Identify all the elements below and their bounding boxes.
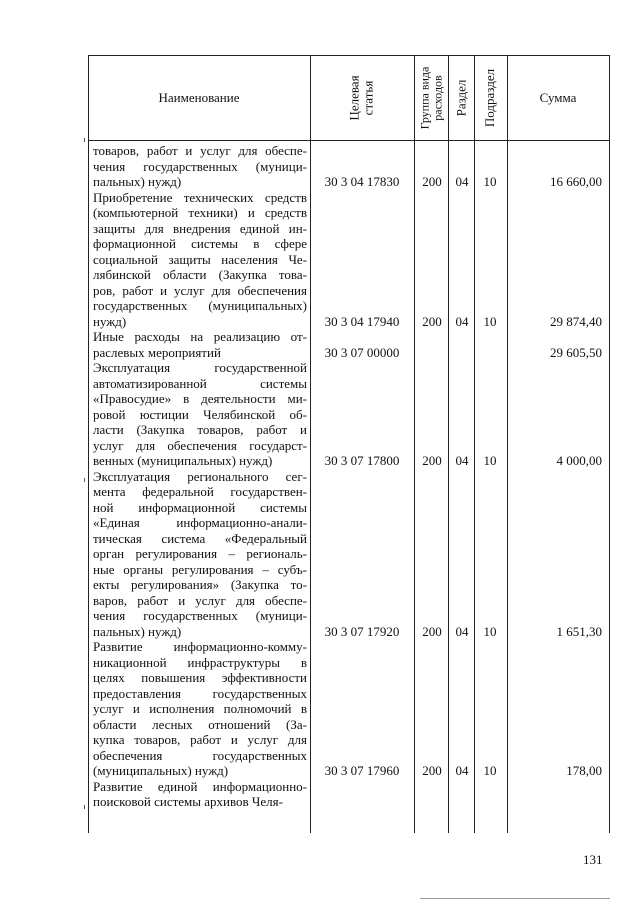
row-section: 04	[455, 763, 469, 778]
row-name-line: товаров, работ и услуг для обеспе-	[93, 143, 307, 158]
header-target-line1: Целевая	[346, 74, 362, 121]
row-name-line: орган регулирования – региональ-	[93, 546, 307, 561]
row-section: 04	[455, 623, 469, 639]
table-row	[88, 143, 610, 190]
row-name-line: никационной инфраструктуры в	[93, 654, 307, 670]
row-name	[93, 639, 307, 779]
row-name-line: (муниципальных) нужд)	[93, 763, 229, 778]
row-expense-group: 200	[422, 453, 442, 468]
row-name-line: чения государственных (муници-	[93, 608, 307, 623]
row-name-line: чения государственных (муници-	[93, 158, 307, 174]
row-section: 04	[455, 174, 469, 189]
table-row	[88, 639, 610, 779]
row-target-code: 30 3 04 17940	[324, 313, 400, 329]
header-section	[448, 55, 474, 140]
row-sum: 1 651,30	[556, 623, 602, 639]
row-subsection: 10	[483, 174, 497, 189]
row-name-line: ной информационной системы	[93, 499, 307, 515]
header-sum	[507, 55, 609, 140]
row-target-code: 30 3 07 17920	[324, 623, 400, 639]
row-expense-group: 200	[422, 174, 442, 189]
header-group	[414, 55, 448, 140]
header-target-line2: статья	[360, 80, 376, 115]
row-sum: 16 660,00	[550, 174, 602, 189]
row-name-line: автоматизированной системы	[93, 375, 307, 391]
header-subsection-label: Подраздел	[482, 68, 498, 127]
budget-table	[88, 55, 610, 833]
table-row	[88, 329, 610, 360]
header-group-label	[418, 66, 444, 129]
row-name-line: лябинской области (Закупка това-	[93, 267, 307, 282]
row-name-line: пальных) нужд)	[93, 174, 182, 189]
row-sum: 29 605,50	[550, 344, 602, 360]
row-name	[93, 190, 307, 330]
margin-tick	[84, 478, 85, 482]
row-name-line: «Правосудие» в деятельности ми-	[93, 391, 307, 406]
row-sum: 178,00	[566, 763, 602, 778]
row-name-line: области лесных отношений (За-	[93, 716, 307, 732]
row-expense-group: 200	[422, 763, 442, 778]
row-name-line: ласти (Закупка товаров, работ и	[93, 422, 307, 437]
header-sum-label: Сумма	[539, 89, 577, 105]
row-name-line: поисковой системы архивов Челя-	[93, 794, 283, 809]
header-section-label: Раздел	[453, 79, 468, 116]
row-name	[93, 329, 307, 360]
row-name-line: Эксплуатация государственной	[93, 360, 307, 375]
header-target	[310, 55, 414, 140]
row-sum: 29 874,40	[550, 313, 602, 329]
row-name	[93, 779, 307, 810]
row-target-code: 30 3 07 17800	[324, 453, 400, 468]
row-name-line: нужд)	[93, 313, 127, 329]
table-row	[88, 469, 610, 640]
row-subsection: 10	[483, 313, 497, 329]
page-number: 131	[583, 852, 603, 867]
row-name-line: пальных) нужд)	[93, 623, 182, 639]
row-name-line: обеспечения государственных	[93, 747, 307, 763]
row-name-line: предоставления государственных	[93, 685, 307, 701]
row-name-line: Развитие единой информационно-	[93, 778, 307, 794]
table-row	[88, 779, 610, 810]
row-name	[93, 143, 307, 190]
row-name-line: формационной системы в сфере	[93, 236, 307, 251]
row-name-line: (компьютерной техники) и средств	[93, 205, 307, 220]
header-group-line2: расходов	[430, 74, 444, 121]
row-section: 04	[455, 313, 469, 329]
header-name	[88, 55, 310, 140]
row-name-line: купка товаров, работ и услуг для	[93, 732, 307, 747]
row-name-line: мента федеральной государствен-	[93, 484, 307, 499]
row-name-line: ные органы регулирования – субъ-	[93, 561, 307, 577]
row-name-line: варов, работ и услуг для обеспе-	[93, 592, 307, 608]
margin-tick	[84, 138, 85, 142]
row-section: 04	[455, 453, 469, 468]
row-name-line: государственных (муниципальных)	[93, 298, 307, 313]
table-row	[88, 360, 610, 469]
header-target-label	[348, 75, 376, 120]
row-name-line: венных (муниципальных) нужд)	[93, 453, 273, 468]
row-name-line: Приобретение технических средств	[93, 189, 307, 205]
row-name-line: тическая система «Федеральный	[93, 530, 307, 546]
header-name-label: Наименование	[158, 89, 240, 105]
row-name	[93, 360, 307, 469]
row-expense-group: 200	[422, 313, 442, 329]
row-name-line: раслевых мероприятий	[93, 344, 221, 360]
row-subsection: 10	[483, 453, 497, 468]
row-name-line: услуг и исполнения полномочий в	[93, 701, 307, 716]
row-name-line: Развитие информационно-комму-	[93, 639, 307, 654]
row-subsection: 10	[483, 763, 497, 778]
row-name-line: целях повышения эффективности	[93, 670, 307, 685]
row-name-line: ровой юстиции Челябинской об-	[93, 406, 307, 422]
row-name-line: Эксплуатация регионального сег-	[93, 468, 307, 484]
table-row	[88, 190, 610, 330]
row-target-code: 30 3 04 17830	[324, 174, 400, 189]
header-subsection	[474, 55, 507, 140]
row-name-line: социальной защиты населения Че-	[93, 251, 307, 267]
footer-rule	[420, 898, 610, 899]
row-name-line: екты регулирования» (Закупка то-	[93, 577, 307, 592]
row-expense-group: 200	[422, 623, 442, 639]
row-name-line: услуг для обеспечения государст-	[93, 437, 307, 453]
header-bottom-border	[88, 140, 610, 141]
row-target-code: 30 3 07 00000	[324, 344, 400, 360]
row-name-line: Иные расходы на реализацию от-	[93, 329, 307, 344]
row-sum: 4 000,00	[556, 453, 602, 468]
row-name-line: «Единая информационно-анали-	[93, 515, 307, 530]
row-name-line: ров, работ и услуг для обеспечения	[93, 282, 307, 298]
row-name	[93, 469, 307, 640]
row-target-code: 30 3 07 17960	[324, 763, 400, 778]
row-subsection: 10	[483, 623, 497, 639]
row-name-line: защиты для внедрения единой ин-	[93, 220, 307, 236]
margin-tick	[84, 805, 85, 809]
header-group-line1: Группа вида	[417, 66, 431, 129]
